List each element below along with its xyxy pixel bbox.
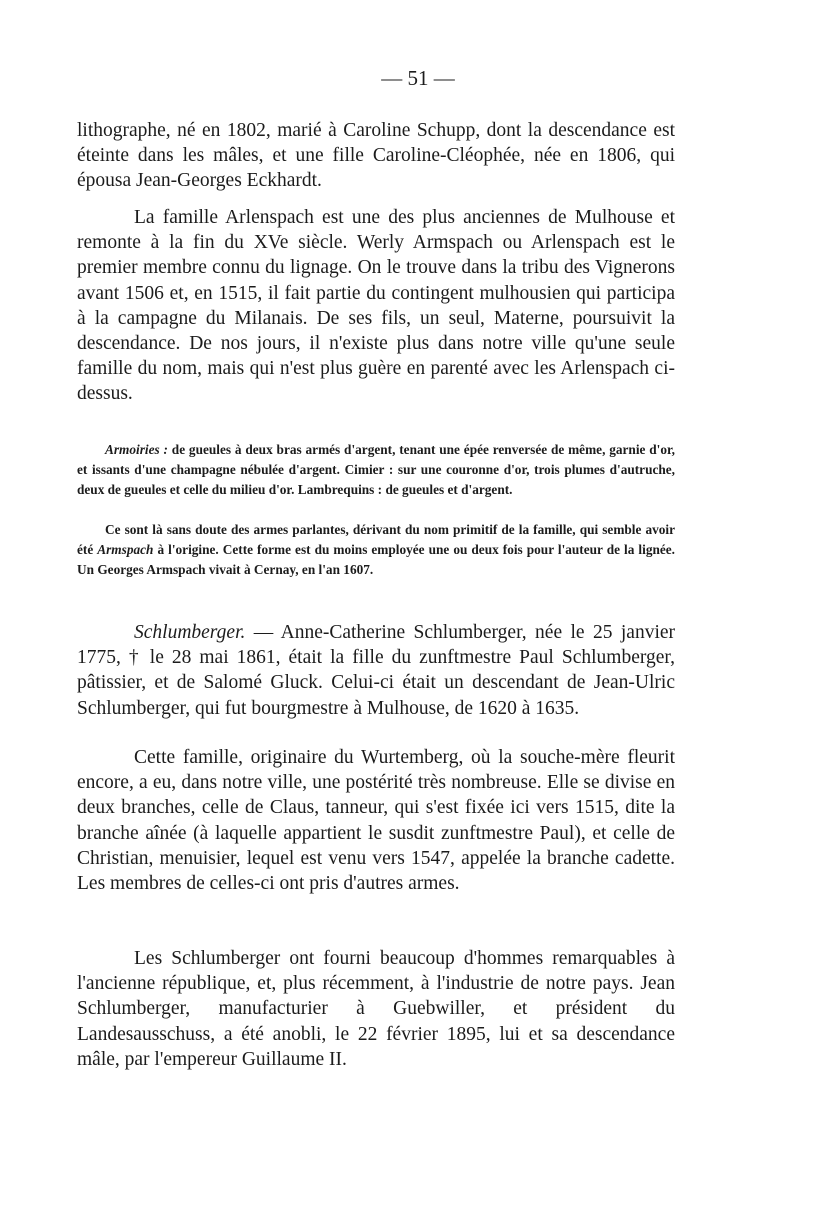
paragraph-hommes-remarquables — [77, 946, 675, 1072]
footnote-body-b: à l'origine. Cette forme est du moins employée une ou deux fois pour l'auteur de la lignée. Un Georges Armspach vivait à Cernay, en l'an 1607. — [77, 541, 675, 577]
section-label: Schlumberger. — [134, 622, 246, 643]
footnote-text — [77, 440, 675, 499]
footnote-body: de gueules à deux bras armés d'argent, tenant une épée renversée de même, garnie d'or, et issants d'une champagne nébulée d'argent. Cimier : sur une couronne d'or, trois plumes d'autruche, deux de gueules et celle du milieu d'or. Lambrequins : de gueules et d'argent. — [77, 442, 675, 497]
paragraph-lithographe — [77, 118, 675, 194]
paragraph-schlumberger — [77, 620, 675, 721]
paragraph-famille — [77, 745, 675, 896]
footnote-label: Armoiries : — [105, 442, 168, 457]
footnote-armoiries — [77, 440, 675, 499]
paragraph-text: lithographe, né en 1802, marié à Caroline Schupp, dont la descendance est éteinte dans les mâles, et une fille Caroline-Cléophée, née en 1806, qui épousa Jean-Georges Eckhardt. — [77, 120, 675, 192]
paragraph-text — [77, 620, 675, 721]
footnote-emphasis: Armspach — [97, 541, 154, 557]
paragraph-text: Les Schlumberger ont fourni beaucoup d'hommes remarquables à l'ancienne république, et, plus récemment, à l'industrie de notre pays. Jean Schlumberger, manufacturier à Guebwiller, et président du Landesausschuss, a été anobli, le 22 février 1895, lui et sa descendance mâle, par l'empereur Guillaume II. — [77, 948, 675, 1070]
paragraph-text: La famille Arlenspach est une des plus anciennes de Mulhouse et remonte à la fin du XVe siècle. Werly Armspach ou Arlenspach est le premier membre connu du lignage. On le trouve dans la tribu des Vignerons avant 1506 et, en 1515, il fait partie du contingent mulhousien qui participa à la campagne du Milanais. De ses fils, un seul, Materne, poursuivit la descendance. De nos jours, il n'existe plus dans notre ville qu'une seule famille du nom, mais qui n'est plus guère en parenté avec les Arlenspach ci-dessus. — [77, 207, 675, 405]
footnote-text — [77, 520, 675, 579]
paragraph-text: Cette famille, originaire du Wurtemberg, où la souche-mère fleurit encore, a eu, dans notre ville, une postérité très nombreuse. Elle se divise en deux branches, celle de Claus, tanneur, qui s'est fixée ici vers 1515, dite la branche aînée (à laquelle appartient le susdit zunftmestre Paul), et celle de Christian, menuisier, lequel est venu vers 1547, appelée la branche cadette. Les membres de celles-ci ont pris d'autres armes. — [77, 747, 675, 895]
footnote-armes-parlantes — [77, 520, 675, 579]
page-number: — 51 — — [381, 66, 455, 90]
paragraph-arlenspach — [77, 205, 675, 407]
footnote-body-a: Ce sont là sans doute des armes parlantes, dérivant du nom primitif de la famille, qui semble avoir été — [77, 522, 675, 557]
paragraph-body: — Anne-Catherine Schlumberger, née le 25 janvier 1775, † le 28 mai 1861, était la fille du zunftmestre Paul Schlumberger, pâtissier, et de Salomé Gluck. Celui-ci était un descendant de Jean-Ulric Schlumberger, qui fut bourgmestre à Mulhouse, de 1620 à 1635. — [77, 622, 676, 719]
